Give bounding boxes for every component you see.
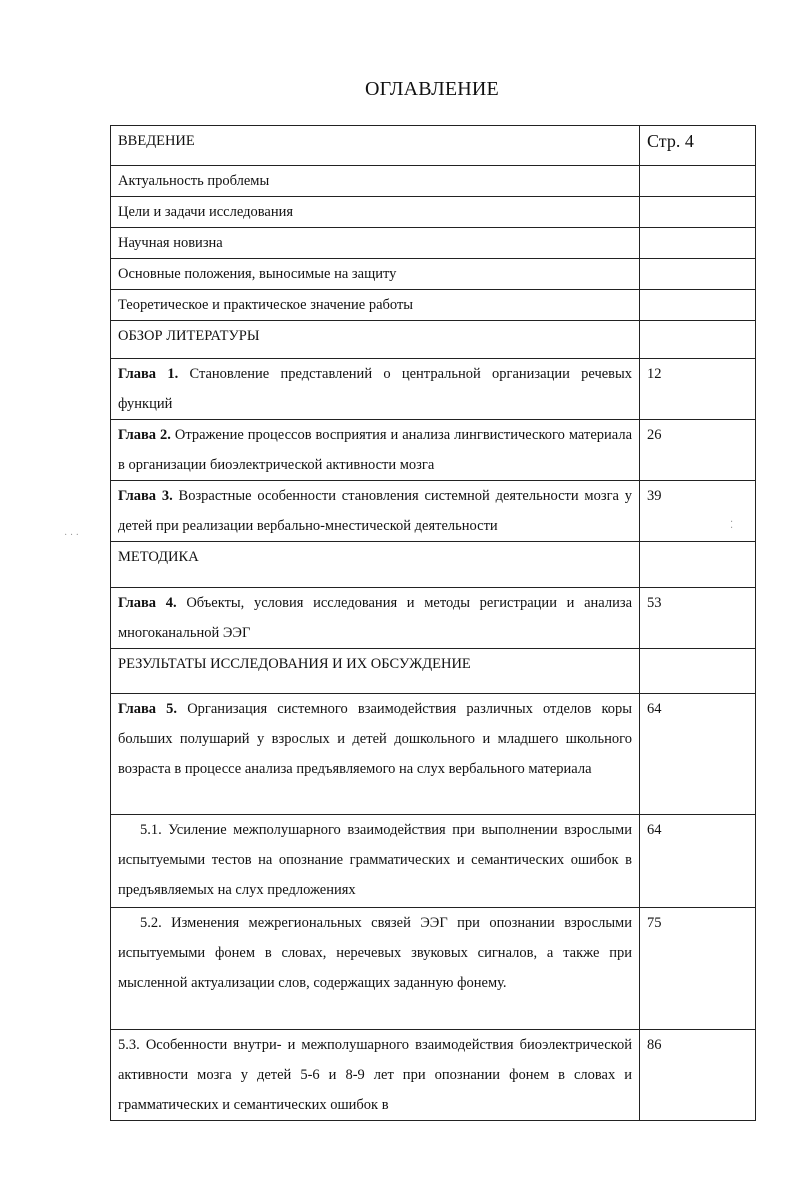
page-number	[640, 649, 756, 694]
page-number	[640, 321, 756, 359]
chapter-title: Возрастные особенности становления системной деятельности мозга у детей при реализации вербально-мнестической деятельности	[118, 488, 632, 534]
toc-row	[111, 815, 756, 908]
chapter-entry	[111, 359, 640, 420]
section-heading: РЕЗУЛЬТАТЫ ИССЛЕДОВАНИЯ И ИХ ОБСУЖДЕНИЕ	[111, 649, 640, 694]
page-number: 26	[640, 420, 756, 481]
subsection-entry: 5.2. Изменения межрегиональных связей ЭЭГ при опознании взрослыми испытуемыми фонем в словах, неречевых звуковых сигналов, а также при мысленной актуализации слов, содержащих заданную фонему.	[111, 908, 640, 1030]
chapter-entry	[111, 420, 640, 481]
toc-item: Теоретическое и практическое значение работы	[111, 290, 640, 321]
page-number: Стр. 4	[640, 126, 756, 166]
toc-row	[111, 359, 756, 420]
page-number: 53	[640, 588, 756, 649]
toc-row	[111, 694, 756, 815]
page-number	[640, 290, 756, 321]
chapter-title: Объекты, условия исследования и методы регистрации и анализа многоканальной ЭЭГ	[118, 595, 632, 641]
chapter-label: Глава 5.	[118, 701, 178, 717]
toc-row	[111, 649, 756, 694]
subsection-entry: 5.1. Усиление межполушарного взаимодействия при выполнении взрослыми испытуемыми тестов на опознание грамматических и семантических ошибок в предъявляемых на слух предложениях	[111, 815, 640, 908]
toc-item: Научная новизна	[111, 228, 640, 259]
chapter-title: Отражение процессов восприятия и анализа лингвистического материала в организации биоэлектрической активности мозга	[118, 427, 633, 473]
page-number	[640, 259, 756, 290]
scan-speck: ⁚	[730, 520, 734, 531]
page-number: 12	[640, 359, 756, 420]
chapter-title: Организация системного взаимодействия различных отделов коры больших полушарий у взрослых и детей дошкольного и младшего школьного возраста в процессе анализа предъявляемого на слух вербального материала	[118, 701, 633, 777]
toc-row	[111, 481, 756, 542]
scan-speck: · · ·	[64, 530, 79, 541]
toc-row	[111, 197, 756, 228]
chapter-title: Становление представлений о центральной организации речевых функций	[118, 366, 633, 412]
chapter-label: Глава 1.	[118, 366, 179, 382]
subsection-entry: 5.3. Особенности внутри- и межполушарного взаимодействия биоэлектрической активности мозга у детей 5-6 и 8-9 лет при опознании фонем в словах и грамматических и семантических ошибок в	[111, 1030, 640, 1121]
page-number	[640, 197, 756, 228]
page-number: 64	[640, 815, 756, 908]
toc-item: Актуальность проблемы	[111, 166, 640, 197]
chapter-entry	[111, 588, 640, 649]
toc-row	[111, 420, 756, 481]
page-number: 64	[640, 694, 756, 815]
page-number	[640, 166, 756, 197]
toc-row	[111, 290, 756, 321]
toc-row	[111, 228, 756, 259]
chapter-label: Глава 4.	[118, 595, 177, 611]
section-heading: ОБЗОР ЛИТЕРАТУРЫ	[111, 321, 640, 359]
toc-table	[110, 125, 756, 1121]
section-heading: МЕТОДИКА	[111, 542, 640, 588]
chapter-entry	[111, 694, 640, 815]
chapter-label: Глава 2.	[118, 427, 171, 443]
toc-row	[111, 588, 756, 649]
page-number	[640, 542, 756, 588]
toc-row	[111, 166, 756, 197]
page-number: 39	[640, 481, 756, 542]
toc-row	[111, 126, 756, 166]
toc-row	[111, 1030, 756, 1121]
section-heading: ВВЕДЕНИЕ	[111, 126, 640, 166]
page-number: 75	[640, 908, 756, 1030]
toc-row	[111, 542, 756, 588]
toc-item: Основные положения, выносимые на защиту	[111, 259, 640, 290]
chapter-entry	[111, 481, 640, 542]
page-number	[640, 228, 756, 259]
toc-row	[111, 321, 756, 359]
toc-row	[111, 908, 756, 1030]
toc-row	[111, 259, 756, 290]
toc-item: Цели и задачи исследования	[111, 197, 640, 228]
page-title: ОГЛАВЛЕНИЕ	[365, 78, 499, 100]
page-number: 86	[640, 1030, 756, 1121]
chapter-label: Глава 3.	[118, 488, 173, 504]
